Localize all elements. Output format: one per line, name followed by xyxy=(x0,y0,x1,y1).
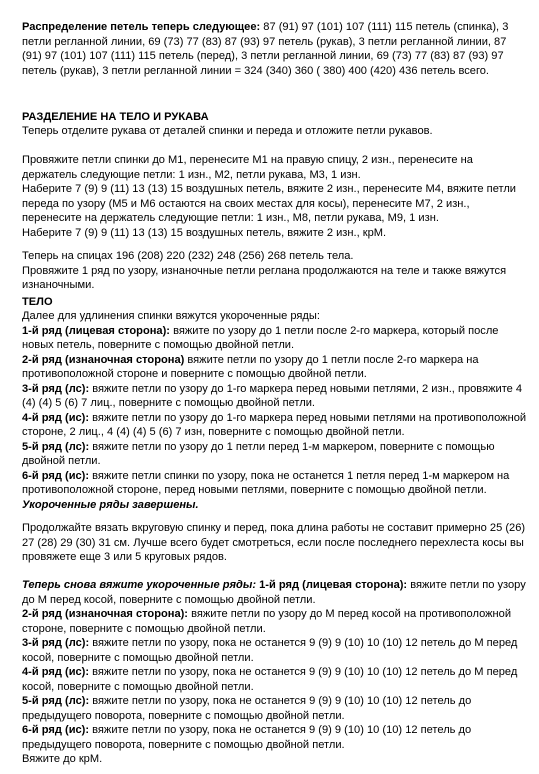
row-label: 1-й ряд (лицевая сторона): xyxy=(22,324,170,337)
second-lead: Теперь снова вяжите укороченные ряды: xyxy=(22,579,257,591)
second-row-2 xyxy=(22,607,529,636)
row-text: вяжите петли по узору, пока не останется 9 (9) 9 (10) 10 (10) 12 петель до предыдущего поворота, поверните с помощью двойной петли. xyxy=(22,724,472,751)
second-row-5 xyxy=(22,694,529,723)
distribution-paragraph xyxy=(22,20,529,78)
row-text: вяжите петли по узору до М перед косой, поверните с помощью двойной петли. xyxy=(22,579,526,606)
row-text: вяжите петли по узору до 1 петли после 2-го маркера на противоположной стороне и поверните с помощью двойной петли. xyxy=(22,353,479,380)
row-label: 2-й ряд (изнаночная сторона) xyxy=(22,353,185,366)
row-text: вяжите петли по узору, пока не останется 9 (9) 9 (10) 10 (10) 12 петель до предыдущего поворота, поверните с помощью двойной петли. xyxy=(22,695,472,722)
row-label: 4-й ряд (ис): xyxy=(22,666,90,678)
row-text: вяжите петли по узору до 1-го маркера перед новыми петлями на противоположной стороне, 2 лиц., 4 (4) (4) 5 (6) 7 изн, поверните с помощью двойной петли. xyxy=(22,411,527,438)
section-heading-split: РАЗДЕЛЕНИЕ НА ТЕЛО И РУКАВА xyxy=(22,111,209,123)
second-row-1 xyxy=(22,578,529,607)
row-label: 4-й ряд (ис): xyxy=(22,411,90,424)
row-label: 5-й ряд (лс): xyxy=(22,440,90,453)
distribution-text: 87 (91) 97 (101) 107 (111) 115 петель (спинка), 3 петли регланной линии, 69 (73) 77 (83) 87 (93) 97 петель (рукав), 3 петли регланной линии, 87 (91) 97 (101) 107 (111) 115 петель (перед), 3 петли регланной линии, 69 (73) 77 (83) 87 (93) 97 петель (рукав), 3 петли регланной линии = 324 (340) 360 ( 380) 400 (420) 436 петель всего. xyxy=(22,21,509,77)
split-total: Теперь на спицах 196 (208) 220 (232) 248 (256) 268 петель тела. Провяжите 1 ряд по узору, изнаночные петли реглана продолжаются на теле и также вяжутся изнаночными. xyxy=(22,250,507,291)
body-row-4 xyxy=(22,411,529,440)
continue-paragraph: Продолжайте вязать вкруговую спинку и перед, пока длина работы не составит примерно 25 (26) 27 (28) 29 (30) 31 см. Лучше всего будет смотреться, если после последнего перехлеста косы вы провяжете еще 3 или 5 круговых рядов. xyxy=(22,522,526,563)
second-row-6 xyxy=(22,723,529,752)
body-row-1 xyxy=(22,324,529,353)
row-text: вяжите петли по узору до 1-го маркера перед новыми петлями, 2 изн., провяжите 4 (4) (4) 5 (6) 7 лиц., поверните с помощью двойной петли. xyxy=(22,382,523,409)
second-end: Вяжите до крМ. xyxy=(22,753,103,765)
second-row-3 xyxy=(22,636,529,665)
body-row-6 xyxy=(22,469,529,498)
row-text: вяжите петли по узору до 1 петли перед 1-м маркером, поверните с помощью двойной петли. xyxy=(22,440,495,467)
second-row-4 xyxy=(22,665,529,694)
row-label: 3-й ряд (лс): xyxy=(22,382,90,395)
body-done: Укороченные ряды завершены. xyxy=(22,498,199,511)
second-short-rows xyxy=(22,578,529,767)
row-label: 2-й ряд (изнаночная сторона): xyxy=(22,608,189,620)
body-intro: Далее для удлинения спинки вяжутся укороченные ряды: xyxy=(22,310,320,322)
body-row-5 xyxy=(22,440,529,469)
row-label: 6-й ряд (ис): xyxy=(22,724,90,736)
row-text: вяжите по узору до 1 петли после 2-го маркера, который после новых петель, поверните с помощью двойной петли. xyxy=(22,324,499,351)
row-label: 3-й ряд (лс): xyxy=(22,637,90,649)
body-row-3 xyxy=(22,382,529,411)
row-label: 6-й ряд (ис): xyxy=(22,469,90,482)
row-text: вяжите петли по узору до М перед косой на противоположной стороне, поверните с помощью двойной петли. xyxy=(22,608,512,635)
row-text: вяжите петли по узору, пока не останется 9 (9) 9 (10) 10 (10) 12 петель до М перед косой, поверните с помощью двойной петли. xyxy=(22,637,518,664)
row-text: вяжите петли спинки по узору, пока не останется 1 петля перед 1-м маркером на противоположной стороне, перед новыми петлями, поверните с помощью двойной петли. xyxy=(22,469,510,496)
row-text: вяжите петли по узору, пока не останется 9 (9) 9 (10) 10 (10) 12 петель до М перед косой, поверните с помощью двойной петли. xyxy=(22,666,518,693)
split-steps: Провяжите петли спинки до М1, перенесите М1 на правую спицу, 2 изн., перенесите на держатель следующие петли: 1 изн., М2, петли рукава, М3, 1 изн. Наберите 7 (9) 9 (11) 13 (13) 15 воздушных петель, вяжите 2 изн., перенесите М4, вяжите петли переда по узору (М5 и М6 остаются на своих местах для косы), перенесите М7, 2 изн., перенесите на держатель следующие петли: 1 изн., М8, петли рукава, М9, 1 изн. Наберите 7 (9) 9 (11) 13 (13) 15 воздушных петель, вяжите 2 изн., крМ. xyxy=(22,154,517,239)
body-short-rows xyxy=(22,309,529,512)
split-intro: Теперь отделите рукава от деталей спинки и переда и отложите петли рукавов. xyxy=(22,125,433,137)
row-label: 1-й ряд (лицевая сторона): xyxy=(259,579,408,591)
section-heading-body: ТЕЛО xyxy=(22,296,53,308)
row-label: 5-й ряд (лс): xyxy=(22,695,90,707)
body-row-2 xyxy=(22,353,529,382)
distribution-lead: Распределение петель теперь следующее: xyxy=(22,21,261,33)
